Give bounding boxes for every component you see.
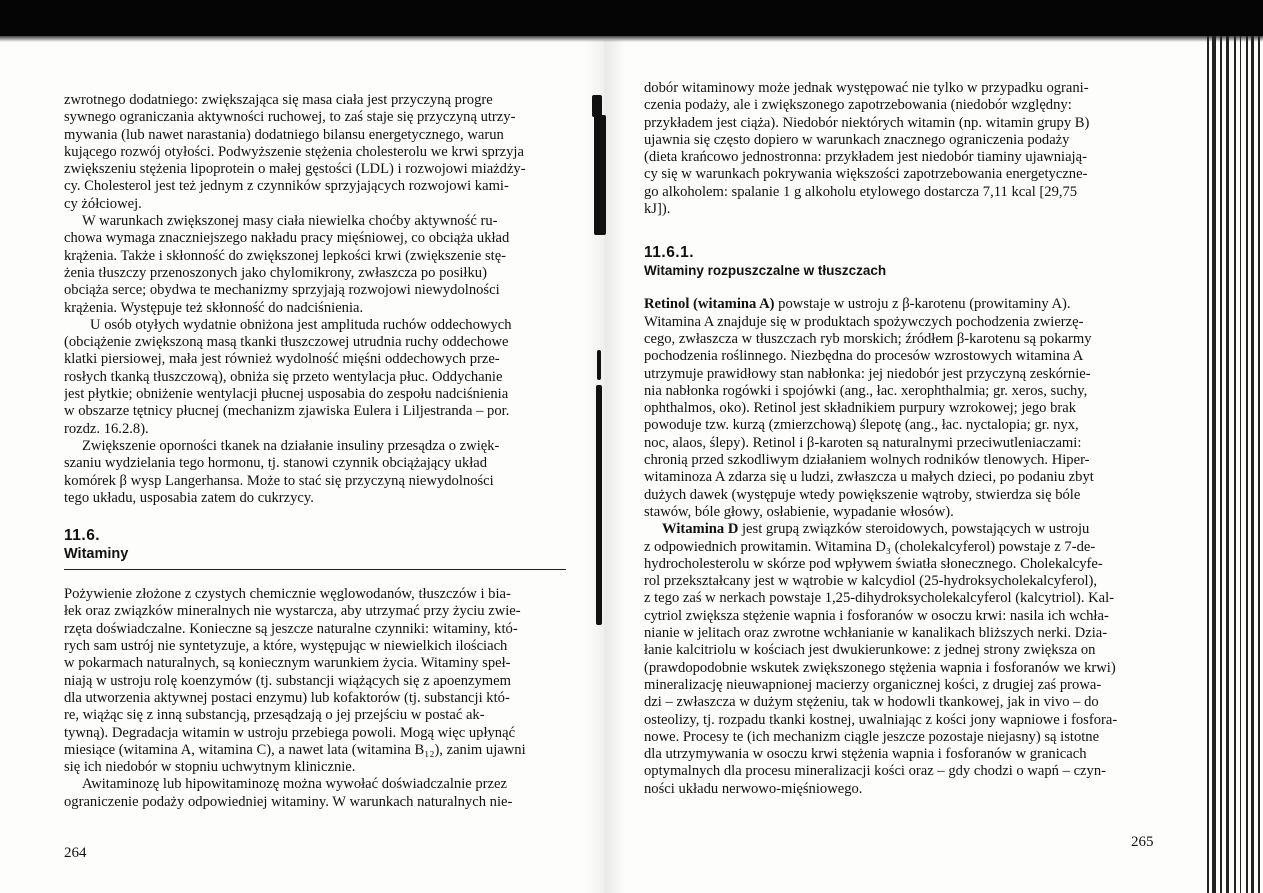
gutter-mark [594,115,606,235]
left-paragraph-2 [64,213,566,317]
text-line: miesiące (witamina A, witamina C), a nawet lata (witamina B₁₂), zanim ujawni [64,741,526,758]
text-line: cy się w warunkach pokrywania większości zapotrzebowania energetyczne- [644,166,1088,183]
text-line: w pokarmach naturalnych, są koniecznym warunkiem życia. Witaminy speł- [64,655,511,672]
text-line: zwrotnego dodatniego: zwiększająca się masa ciała jest przyczyną progre [64,92,493,108]
spine-line [1207,36,1209,893]
text-line: się ich niedobór w stopniu uchwytnym klinicznie. [64,759,356,776]
text-line: komórek β wysp Langerhansa. Może to stać się przyczyną niewydolności [64,472,494,489]
text-line: w obszarze tętnicy płucnej (mechanizm zjawiska Eulera i Liljestranda – por. [64,403,510,420]
left-paragraph-4 [64,438,566,507]
text-line: ności układu nerwowo-mięśniowego. [644,780,863,797]
text-line: obciąża serce; obydwa te mechanizmy sprzyjają rozwojowi niewydolności [64,282,500,299]
text-line: rych sam ustrój nie syntetyzuje, a które, występując w niewielkich ilościach [64,638,508,655]
text-line: cego, zwłaszcza w tłuszczach ryb morskich; źródłem β-karotenu są pokarmy [644,330,1092,347]
term-retinol: Retinol (witamina A) [644,296,775,313]
text-line: powoduje tzw. kurzą (zmierzchową) ślepotę (ang., łac. nyctalopia; gr. nyx, [644,417,1079,434]
text-line: mineralizację nieuwapnionej macierzy organicznej kości, z drugiej zaś prowa- [644,676,1102,693]
text-line: łanie kalcitriolu w kościach jest dwukierunkowe: z jednej strony zwiększa on [644,642,1096,659]
text-line: nianie w jelitach oraz zwrotne wchłanianie w kanalikach bliższych nerki. Dzia- [644,625,1108,642]
text-line: dla utrzymywania w osoczu krwi stężenia wapnia i fosforanów w granicach [644,746,1087,763]
text-line: rozdz. 16.2.8). [64,420,149,437]
right-paragraph-vitamin-d [644,521,1152,798]
text-line: sywnego ograniczania aktywności ruchowej, to zaś staje się przyczyną utrzy- [64,109,516,126]
spine-line [1220,36,1222,893]
left-paragraph-3 [64,317,566,438]
subsection-title: Witaminy rozpuszczalne w tłuszczach [644,263,887,279]
section-heading [64,527,566,570]
page-number-left: 264 [64,845,87,861]
text-line: dobór witaminowy może jednak występować nie tylko w przypadku ograni- [644,80,1089,96]
spine-line [1251,36,1254,893]
spine-line [1240,36,1241,893]
text-line: rzęta doświadczalne. Konieczne są jeszcze naturalne czynniki: witaminy, któ- [64,620,518,637]
text-line: kJ]). [644,201,671,218]
right-page-text [644,80,1152,798]
text-line: U osób otyłych wydatnie obniżona jest amplituda ruchów oddechowych [90,316,512,333]
text-line: ophthalmos, oko). Retinol jest składnikiem purpury wzrokowej; jego brak [644,400,1077,417]
text-line: utrzymuje prawidłowy stan nabłonka: jej niedobór jest przyczyną zeskórnie- [644,365,1091,382]
text-line: ograniczenie podaży odpowiedniej witaminy. W warunkach naturalnych nie- [64,793,513,810]
text-line: pochodzenia roślinnego. Niezbędna do procesów wzrostowych witamina A [644,348,1084,365]
text-line: rosłych tkanką tłuszczową), obniża się przeto wentylacja płuc. Oddychanie [64,368,503,385]
text-line: przykładem jest ciąża). Niedobór niektórych witamin (np. witamin grupy B) [644,114,1090,131]
text-line: mywania (lub nawet narastania) dodatniego bilansu energetycznego, warun [64,126,504,143]
text-line: Awitaminozę lub hipowitaminozę można wywołać doświadczalnie przez [82,776,507,793]
text-line: niają w ustroju rolę koenzymów (tj. substancji wiążących się z apoenzymem [64,672,511,689]
text-line: chronią przed szkodliwym działaniem wolnych rodników tlenowych. Hiper- [644,452,1090,469]
text-line: łek oraz związków mineralnych nie wystarcza, aby utrzymać przy życiu zwie- [64,603,521,620]
text-line: optymalnych dla procesu mineralizacji kości oraz – gdy chodzi o wapń – czyn- [644,763,1106,780]
text-line: Zwiększenie oporności tkanek na działanie insuliny przesądza o zwięk- [82,437,500,454]
text-line: witaminoza A zdarza się u ludzi, zwłaszcza u małych dzieci, po podaniu zbyt [644,469,1094,486]
spine-line [1234,36,1236,893]
text-line: dużych dawek (występuje wtedy powiększenie wątroby, stwierdza się bóle [644,486,1081,503]
text-line: klatki piersiowej, mała jest również wydolność mięśni oddechowych prze- [64,351,500,368]
text-line: z tego zaś w nerkach powstaje 1,25-dihydroksycholekalcyferol (kalcytriol). Kal- [644,590,1115,607]
spine-line [1258,36,1260,893]
left-paragraph-6 [64,776,566,811]
gutter-mark [597,350,601,380]
right-paragraph-1 [644,80,1152,218]
text-line: nia nabłonka rogówki i spojówki (ang., łac. xerophthalmia; gr. xeros, suchy, [644,382,1088,399]
text-line: krążenia. Także i skłonność do zwiększonej lepkości krwi (zwiększenie stę- [64,247,507,264]
text-line: szaniu wydzielania tego hormonu, tj. stanowi czynnik obciążający układ [64,455,488,472]
section-title: Witaminy [64,545,566,570]
term-vitamin-d: Witamina D [662,521,739,538]
text-fragment: powstaje w ustroju z β-karotenu (prowitaminy A). [774,296,1071,313]
text-line: stawów, bóle głowy, osłabienie, wypadanie włosów). [644,503,954,520]
text-line: noc, alaos, ślepy). Retinol i β-karoten są naturalnymi przeciwutleniaczami: [644,434,1082,451]
text-line: krążenia. Występuje też skłonność do nadciśnienia. [64,299,364,316]
text-line: czenia podaży, ale i zwiększonego zapotrzebowania (niedobór względny: [644,97,1072,114]
section-number: 11.6. [64,527,101,545]
scan-top-shadow [0,0,1263,36]
gutter-mark [596,385,602,625]
text-line: chowa wymaga znaczniejszego nakładu pracy mięśniowej, co obciąża układ [64,230,510,247]
text-line: re, wiążąc się z inną substancją, przesądzają o jej przejściu w postać ak- [64,707,485,724]
text-line: dla utworzenia aktywnej postaci enzymu) lub kofaktorów (tj. substancji któ- [64,689,510,706]
text-fragment: jest grupą związków steroidowych, powstających w ustroju [738,521,1090,538]
text-line: (obciążenie zwiększoną masą tkanki tłuszczowej utrudnia ruchy oddechowe [64,334,509,351]
text-line: nowe. Procesy te (ich mechanizm ciągle jeszcze pozostaje niejasny) są istotne [644,728,1100,745]
text-line: go alkoholem: spalanie 1 g alkoholu etylowego dostarcza 7,11 kcal [29,75 [644,183,1078,200]
text-line: osteolizy, tj. rozpadu tkanki kostnej, uwalniając z kości jony wapniowe i fosfora- [644,711,1118,728]
text-line: cy żółciowej. [64,195,142,212]
spine-line [1226,36,1229,893]
text-line: W warunkach zwiększonej masy ciała niewielka choćby aktywność ru- [82,213,498,230]
text-line: ujawnia się często dopiero w warunkach znacznego ograniczenia podaży [644,131,1070,148]
text-line: kującego rozwój otyłości. Podwyższenie stężenia cholesterolu we krwi sprzyja [64,143,524,160]
scan-top-edge [0,36,1263,42]
text-line: Pożywienie złożone z czystych chemicznie węglowodanów, tłuszczów i bia- [64,586,511,603]
text-line: z odpowiednich prowitamin. Witamina D₃ (cholekalcyferol) powstaje z 7-de- [644,538,1096,555]
left-paragraph-1 [64,92,566,213]
text-line: Witamina A znajduje się w produktach spożywczych pochodzenia zwierzę- [644,313,1084,330]
text-line: (dieta krańcowo jednostronna: przykładem jest niedobór tiaminy ujawniają- [644,149,1087,166]
text-line: hydrocholesterolu w skórze pod wpływem światła słonecznego. Cholekalcyfe- [644,555,1103,572]
text-line [644,521,1152,538]
text-line [644,296,1152,313]
text-line: dzi – zwłaszcza w dużym stężeniu, tak w hodowli tkankowej, jak in vivo – do [644,694,1099,711]
spine-line [1212,36,1216,893]
text-line: cy. Cholesterol jest też jednym z czynników sprzyjających rozwojowi kami- [64,178,509,195]
text-line: tywną). Degradacja witamin w ustroju przebiega powoli. Mogą więc upłynąć [64,724,516,741]
gutter-mark [592,95,602,117]
text-line: jest płytkie; obniżenie wentylacji płucnej usposabia do zespołu nadciśnienia [64,386,509,403]
page-number-right: 265 [1131,834,1154,850]
spine-line [1246,36,1248,893]
text-line: żenia tłuszczy przenoszonych jako chylomikrony, zwłaszcza po posiłku) [64,264,487,281]
text-line: zwiększeniu stężenia lipoprotein o małej gęstości (LDL) i rozwojowi miażdży- [64,161,526,178]
right-paragraph-retinol [644,296,1152,521]
text-line: (prawdopodobnie wskutek zwiększonego stężenia wapnia i fosforanów we krwi) [644,659,1116,676]
subsection-heading [644,244,1152,280]
text-line: rol przekształcany jest w wątrobie w kalcydiol (25-hydroksycholekalcyferol), [644,573,1098,590]
text-line: cytriol zwiększa stężenie wapnia i fosforanów w osoczu krwi: nasila ich wchła- [644,607,1109,624]
left-paragraph-5 [64,586,566,776]
left-page-text [64,92,566,811]
subsection-number: 11.6.1. [644,244,695,262]
text-line: tego układu, usposabia zatem do cukrzycy. [64,489,314,506]
